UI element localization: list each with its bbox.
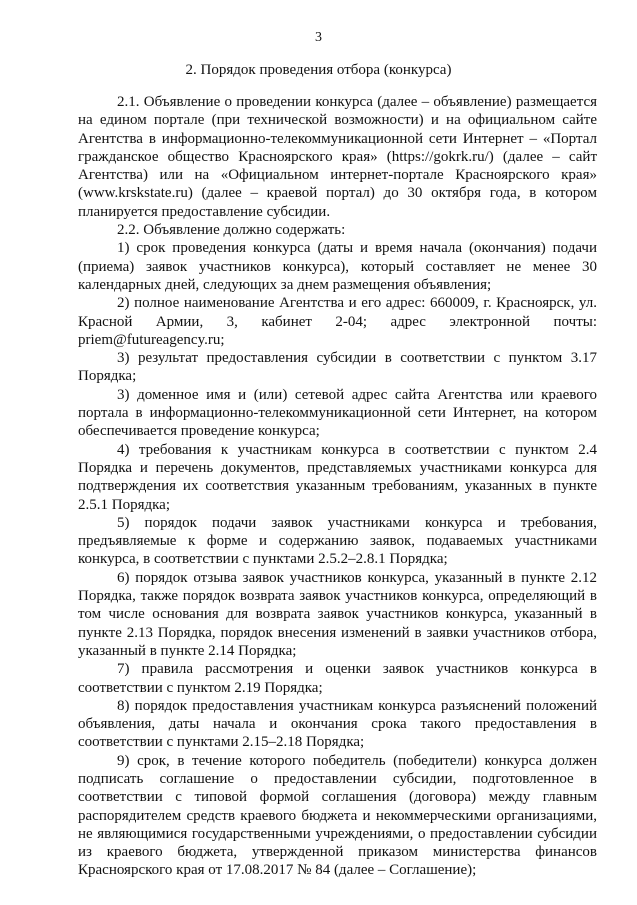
list-item-5: 5) порядок подачи заявок участниками конкурса и требования, предъявляемые к форме и содержанию заявок, подаваемых участниками конкурса, в соответствии с пунктами 2.5.2–2.8.1 Порядка; bbox=[78, 514, 597, 568]
list-item-2: 2) полное наименование Агентства и его адрес: 660009, г. Красноярск, ул. Красной Армии, 3, кабинет 2-04; адрес электронной почты: priem@futureagency.ru; bbox=[78, 295, 597, 348]
list-item-9: 9) срок, в течение которого победитель (победители) конкурса должен подписать соглашение о предоставлении субсидии, подготовленное в соответствии с типовой формой соглашения (договора) между главным распорядителем средств краевого бюджета и некоммерческими организациями, не являющимися государственными учреждениями, о предоставлении субсидии из краевого бюджета, утвержденной приказом министерства финансов Красноярского края от 17.08.2017 № 84 (далее – Соглашение); bbox=[78, 752, 597, 879]
paragraph-2-1: 2.1. Объявление о проведении конкурса (далее – объявление) размещается на едином портале (при технической возможности) и на официальном сайте Агентства в информационно-телекоммуникационной сети Интернет – «Портал гражданское общество Красноярского края» (https://gokrk.ru/) (далее – сайт Агентства) или на «Официальном интернет-портале Красноярского края» (www.krskstate.ru) (далее – краевой портал) до 30 октября года, в котором планируется предоставление субсидии. bbox=[78, 94, 597, 220]
page-number: 3 bbox=[315, 30, 322, 45]
paragraph-2-2: 2.2. Объявление должно содержать: bbox=[117, 222, 346, 239]
list-item-3a: 3) результат предоставления субсидии в соответствии с пунктом 3.17 Порядка; bbox=[78, 350, 597, 385]
list-item-3b: 3) доменное имя и (или) сетевой адрес сайта Агентства или краевого портала в информационно-телекоммуникационной сети Интернет, на котором обеспечивается проведение конкурса; bbox=[78, 386, 597, 440]
list-item-7: 7) правила рассмотрения и оценки заявок участников конкурса в соответствии с пунктом 2.19 Порядка; bbox=[78, 661, 597, 696]
section-heading: 2. Порядок проведения отбора (конкурса) bbox=[185, 62, 452, 78]
document-body bbox=[78, 93, 597, 880]
list-item-8: 8) порядок предоставления участникам конкурса разъяснений положений объявления, даты начала и окончания срока такого предоставления в соответствии с пунктами 2.15–2.18 Порядка; bbox=[78, 697, 597, 751]
list-item-4: 4) требования к участникам конкурса в соответствии с пунктом 2.4 Порядка и перечень документов, представляемых участниками конкурса для подтверждения их соответствия указанным требованиям, указанных в пункте 2.5.1 Порядка; bbox=[78, 441, 597, 513]
list-item-1: 1) срок проведения конкурса (даты и время начала (окончания) подачи (приема) заявок участников конкурса), который составляет не менее 30 календарных дней, следующих за днем размещения объявления; bbox=[78, 240, 597, 293]
list-item-6: 6) порядок отзыва заявок участников конкурса, указанный в пункте 2.12 Порядка, также порядок возврата заявок участников конкурса, определяющий в том числе основания для возврата заявок участников конкурса, указанный в пункте 2.13 Порядка, порядок внесения изменений в заявки участников отбора, указанный в пункте 2.14 Порядка; bbox=[78, 569, 597, 659]
